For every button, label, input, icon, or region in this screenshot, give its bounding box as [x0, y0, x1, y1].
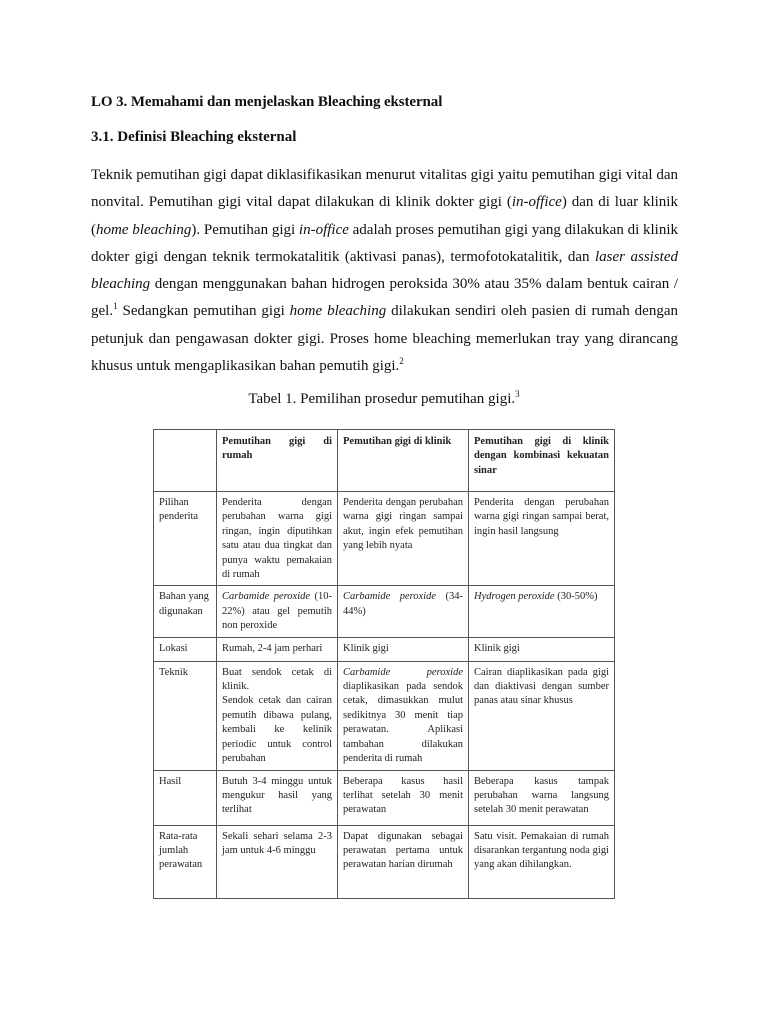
table-cell: Rumah, 2-4 jam perhari — [217, 637, 338, 661]
table-cell — [469, 586, 615, 637]
row-label: Rata-rata jumlah perawatan — [154, 825, 217, 898]
table-cell: Penderita dengan perubahan warna gigi ringan, ingin diputihkan satu atau dua tingkat dan punya waktu pemakaian di rumah — [217, 492, 338, 586]
para-text: ). Pemutihan gigi — [191, 221, 299, 238]
definition-paragraph — [91, 162, 678, 380]
table-header-cell: Pemutihan gigi di rumah — [217, 430, 338, 492]
table-cell: Klinik gigi — [338, 637, 469, 661]
table-cell: Dapat digunakan sebagai perawatan pertama untuk perawatan harian dirumah — [338, 825, 469, 898]
table-cell: Penderita dengan perubahan warna gigi ringan sampai akut, ingin efek pemutihan yang lebih nyata — [338, 492, 469, 586]
para-text: dengan menggunakan bahan hidrogen peroksida 30% atau 35% dalam bentuk cairan / gel. — [91, 276, 678, 320]
row-label: Bahan yang digunakan — [154, 586, 217, 637]
cell-italic: Carbamide peroxide — [343, 591, 437, 603]
procedure-table — [153, 429, 615, 899]
cell-line: Buat sendok cetak di klinik. — [222, 666, 332, 693]
caption-text: Tabel 1. Pemilihan prosedur pemutihan gigi. — [248, 391, 516, 407]
para-text: ) dan di luar klinik ( — [91, 194, 678, 238]
para-text: dilakukan sendiri oleh pasien di rumah dengan petunjuk dan pengawasan dokter gigi. Proses home bleaching memerlukan tray yang dirancang khusus untuk mengaplikasikan bahan pemutih gigi. — [91, 303, 678, 375]
table-header-cell — [154, 430, 217, 492]
para-text: Sedangkan pemutihan gigi — [117, 303, 290, 320]
table-header-cell: Pemutihan gigi di klinik — [338, 430, 469, 492]
table-cell: Penderita dengan perubahan warna gigi ringan sampai berat, ingin hasil langsung — [469, 492, 615, 586]
cell-italic: Hydrogen peroxide — [474, 591, 555, 603]
table-row — [154, 586, 615, 637]
row-label: Hasil — [154, 770, 217, 825]
para-italic: home bleaching — [96, 221, 192, 238]
cell-text: (30-50%) — [554, 591, 598, 603]
table-cell — [338, 586, 469, 637]
para-text: Teknik pemutihan gigi dapat diklasifikasikan menurut vitalitas gigi yaitu pemutihan gigi vital dan nonvital. Pemutihan gigi vital dapat dilakukan di klinik dokter gigi ( — [91, 167, 678, 211]
table-cell: Beberapa kasus hasil terlihat setelah 30 menit perawatan — [338, 770, 469, 825]
row-label: Lokasi — [154, 637, 217, 661]
para-italic: in-office — [298, 221, 349, 238]
citation-ref: 3 — [515, 389, 520, 399]
table-row — [154, 637, 615, 661]
section-heading: LO 3. Memahami dan menjelaskan Bleaching eksternal — [91, 94, 443, 110]
para-italic: in-office — [511, 194, 562, 211]
table-cell: Butuh 3-4 minggu untuk mengukur hasil yang terlihat — [217, 770, 338, 825]
cell-italic: Carbamide peroxide — [222, 591, 311, 603]
row-label: Teknik — [154, 661, 217, 770]
table-row — [154, 825, 615, 898]
para-italic: home bleaching — [289, 303, 387, 320]
table-row — [154, 492, 615, 586]
table-cell: Beberapa kasus tampak perubahan warna langsung setelah 30 menit perawatan — [469, 770, 615, 825]
table-cell — [338, 661, 469, 770]
citation-ref: 1 — [113, 301, 118, 312]
citation-ref: 2 — [399, 356, 404, 367]
table-cell: Satu visit. Pemakaian di rumah disarankan tergantung noda gigi yang akan dihilangkan. — [469, 825, 615, 898]
cell-italic: Carbamide peroxide — [343, 666, 463, 678]
cell-text: diaplikasikan pada sendok cetak, dimasukkan mulut sedikitnya 30 menit tiap perawatan. Aplikasi tambahan dilakukan penderita di rumah — [343, 681, 463, 765]
table-row — [154, 661, 615, 770]
cell-line: Sendok cetak dan cairan pemutih dibawa pulang, kembali ke kelinik periodic untuk control perubahan — [222, 695, 332, 765]
table-cell: Cairan diaplikasikan pada gigi dan diaktivasi dengan sumber panas atau sinar khusus — [469, 661, 615, 770]
table-cell — [217, 586, 338, 637]
table-header-row — [154, 430, 615, 492]
subsection-heading: 3.1. Definisi Bleaching eksternal — [91, 129, 297, 145]
para-italic: laser assisted bleaching — [91, 248, 678, 293]
table-row — [154, 770, 615, 825]
cell-text: (34-44%) — [343, 591, 463, 617]
table-cell: Klinik gigi — [469, 637, 615, 661]
table-header-cell: Pemutihan gigi di klinik dengan kombinasi kekuatan sinar — [469, 430, 615, 492]
table-caption — [0, 391, 768, 408]
table-cell: Sekali sehari selama 2-3 jam untuk 4-6 minggu — [217, 825, 338, 898]
cell-text: (10-22%) atau gel pemutih non peroxide — [222, 591, 332, 632]
para-text: adalah proses pemutihan gigi yang dilakukan di klinik dokter gigi dengan teknik termokatalitik (aktivasi panas), termofotokatalitik, dan — [91, 221, 679, 265]
table-cell — [217, 661, 338, 770]
row-label: Pilihan penderita — [154, 492, 217, 586]
